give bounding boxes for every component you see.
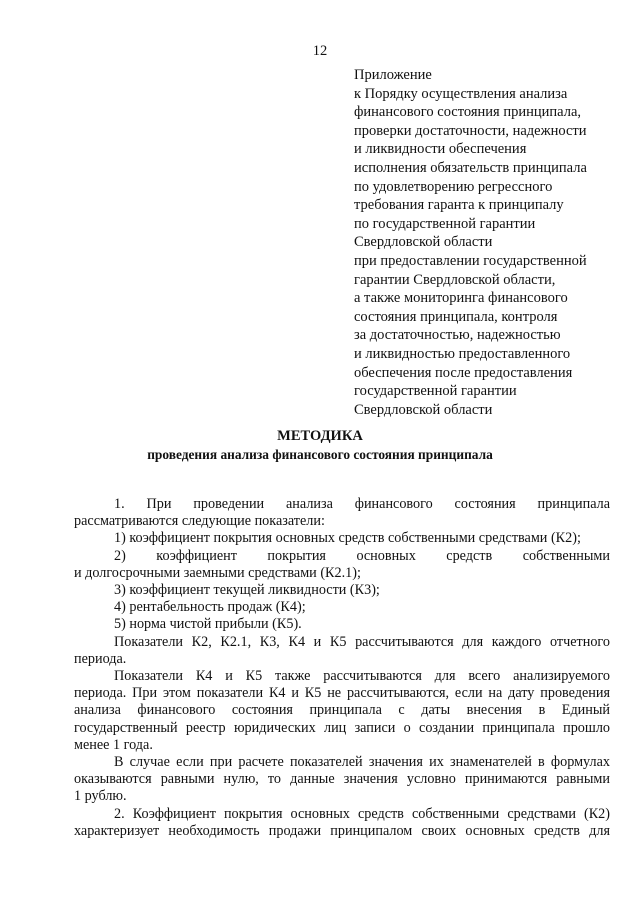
- body-line: 1) коэффициент покрытия основных средств собственными средствами (К2);: [114, 530, 581, 547]
- body-line: оказываются равными нулю, то данные значения условно принимаются равными: [74, 771, 610, 788]
- body-line: 1. При проведении анализа финансового состояния принципала: [114, 496, 610, 512]
- body-line: государственный реестр юридических лиц записи о создании принципала прошло: [74, 719, 610, 736]
- body-line: 2) коэффициент покрытия основных средств собственными: [114, 547, 610, 564]
- body-line: 4) рентабельность продаж (К4);: [114, 599, 306, 616]
- document-body: [74, 496, 610, 840]
- body-line: 5) норма чистой прибыли (К5).: [114, 616, 302, 633]
- appendix-line: Свердловской области: [354, 401, 493, 418]
- appendix-line: к Порядку осуществления анализа: [354, 85, 568, 102]
- appendix-line: а также мониторинга финансового: [354, 290, 568, 307]
- body-line: 1 рублю.: [74, 788, 127, 805]
- appendix-line: государственной гарантии: [354, 383, 517, 400]
- appendix-line: за достаточностью, надежностью: [354, 327, 561, 344]
- appendix-line: по удовлетворению регрессного: [354, 178, 553, 195]
- body-line: Показатели К4 и К5 также рассчитываются для всего анализируемого: [114, 668, 610, 685]
- appendix-line: Приложение: [354, 67, 432, 83]
- appendix-line: исполнения обязательств принципала: [354, 159, 587, 176]
- body-line: 2. Коэффициент покрытия основных средств собственными средствами (К2): [114, 805, 610, 822]
- appendix-line: финансового состояния принципала,: [354, 104, 582, 121]
- body-line: Показатели К2, К2.1, К3, К4 и К5 рассчитываются для каждого отчетного: [114, 633, 610, 650]
- appendix-line: и ликвидности обеспечения: [354, 141, 527, 158]
- body-line: 3) коэффициент текущей ликвидности (К3);: [114, 582, 380, 599]
- body-line: характеризует необходимость продажи принципалом своих основных средств для: [74, 822, 610, 839]
- body-line: анализа финансового состояния принципала с даты внесения в Единый: [74, 702, 610, 719]
- appendix-line: и ликвидностью предоставленного: [354, 345, 571, 362]
- appendix-line: требования гаранта к принципалу: [354, 197, 564, 214]
- appendix-line: Свердловской области: [354, 234, 493, 251]
- appendix-header: [354, 66, 624, 419]
- appendix-line: обеспечения после предоставления: [354, 364, 573, 381]
- document-title: МЕТОДИКА: [277, 428, 363, 444]
- appendix-line: по государственной гарантии: [354, 215, 536, 232]
- body-line: менее 1 года.: [74, 736, 153, 753]
- body-line: рассматриваются следующие показатели:: [74, 513, 325, 530]
- body-line: и долгосрочными заемными средствами (К2.1);: [74, 564, 361, 581]
- body-line: В случае если при расчете показателей значения их знаменателей в формулах: [114, 754, 610, 771]
- body-line: периода.: [74, 650, 127, 667]
- appendix-line: при предоставлении государственной: [354, 252, 587, 269]
- page-number: 12: [312, 43, 328, 59]
- appendix-line: гарантии Свердловской области,: [354, 271, 556, 288]
- body-line: периода. При этом показатели К4 и К5 не рассчитываются, если на дату проведения: [74, 685, 610, 702]
- appendix-line: проверки достаточности, надежности: [354, 122, 587, 139]
- appendix-line: состояния принципала, контроля: [354, 308, 558, 325]
- document-subtitle: проведения анализа финансового состояния принципала: [147, 447, 493, 462]
